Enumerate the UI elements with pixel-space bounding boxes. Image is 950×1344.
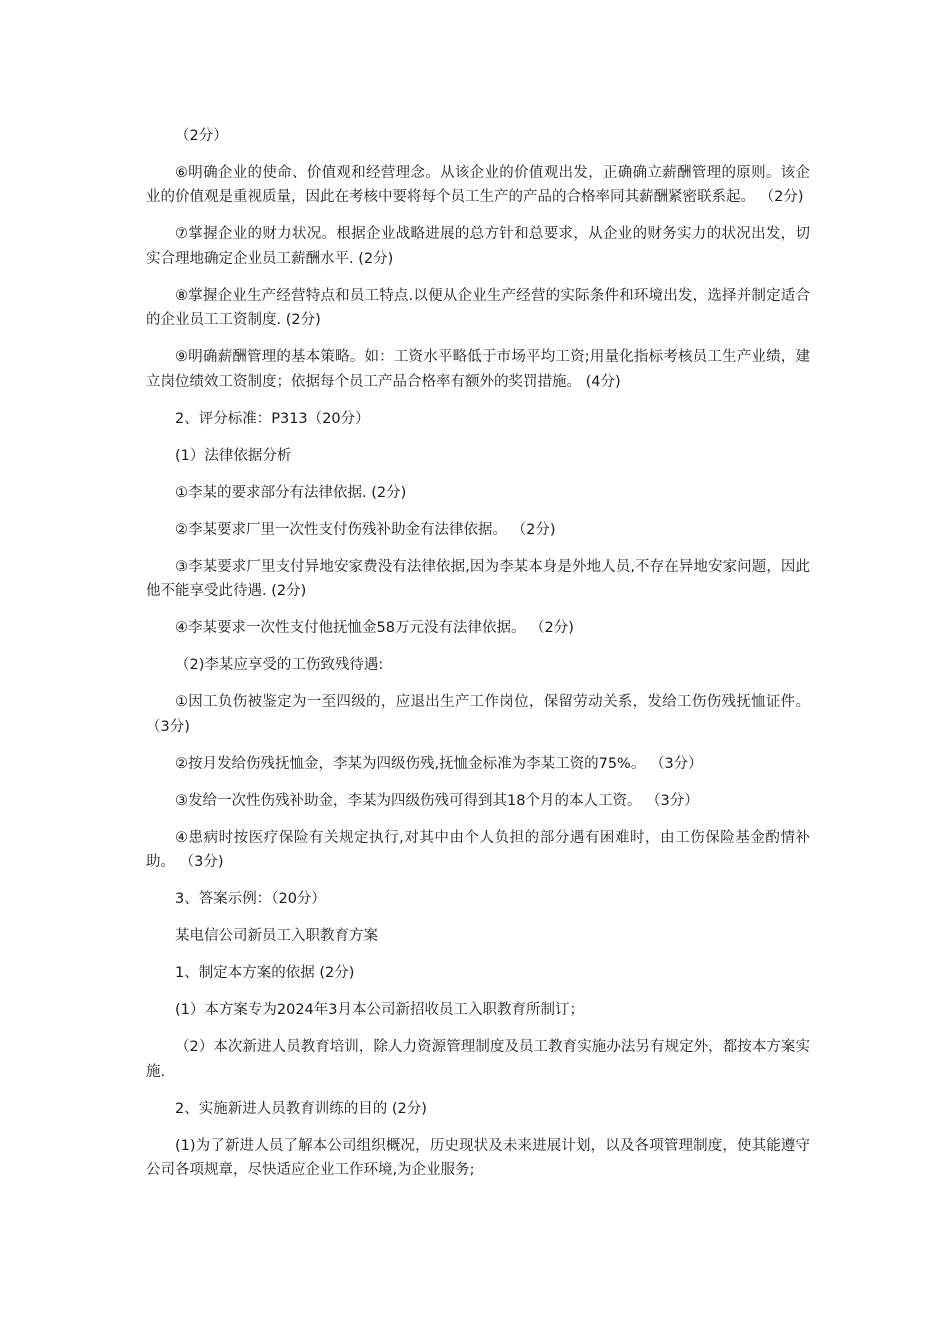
paragraph-legal-3: ③李某要求厂里支付异地安家费没有法律依据,因为李某本身是外地人员,不存在异地安家问题，因此他不能享受此待遇. (2分) — [146, 558, 810, 599]
plan-item-1-2: （2）本次新进人员教育培训，除人力资源管理制度及员工教育实施办法另有规定外，都按本方案实施. — [146, 1039, 810, 1080]
plan-section-1: 1、制定本方案的依据 (2分) — [175, 965, 355, 981]
paragraph-item-6: ⑥明确企业的使命、价值观和经营理念。从该企业的价值观出发，正确确立薪酬管理的原则。该企业的价值观是重视质量，因此在考核中要将每个员工生产的产品的合格率同其薪酬紧密联系起。 （2分) — [146, 164, 810, 205]
section-heading-2: 2、评分标准：P313（20分） — [175, 410, 370, 427]
plan-section-2: 2、实施新进人员教育训练的目的 (2分) — [175, 1100, 427, 1117]
paragraph-benefit-4: ④患病时按医疗保险有关规定执行,对其中由个人负担的部分遇有困难时，由工伤保险基金酌情补助。 （3分) — [146, 829, 810, 870]
paragraph-benefit-3: ③发给一次性伤残补助金，李某为四级伤残可得到其18个月的本人工资。 （3分） — [175, 792, 699, 809]
document-body — [146, 124, 810, 1195]
plan-title: 某电信公司新员工入职教育方案 — [175, 928, 378, 944]
paragraph-legal-1: ①李某的要求部分有法律依据. (2分) — [175, 484, 407, 501]
paragraph-legal-2: ②李某要求厂里一次性支付伤残补助金有法律依据。 （2分) — [175, 521, 556, 538]
section-heading-3: 3、答案示例：（20分） — [175, 891, 326, 907]
paragraph-benefit-2: ②按月发给伤残抚恤金，李某为四级伤残,抚恤金标准为李某工资的75%。 （3分） — [175, 755, 703, 772]
paragraph-score-note: （2分） — [175, 128, 228, 144]
plan-item-2-1: (1)为了新进人员了解本公司组织概况，历史现状及未来进展计划，以及各项管理制度，使其能遵守公司各项规章，尽快适应企业工作环境,为企业服务; — [146, 1137, 810, 1178]
paragraph-item-8: ⑧掌握企业生产经营特点和员工特点.以便从企业生产经营的实际条件和环境出发，选择并制定适合的企业员工工资制度. (2分) — [146, 287, 810, 328]
paragraph-legal-4: ④李某要求一次性支付他抚恤金58万元没有法律依据。 （2分) — [175, 620, 574, 636]
subheading-legal-basis: (1）法律依据分析 — [175, 447, 292, 464]
subheading-benefits: （2)李某应享受的工伤致残待遇: — [175, 657, 384, 673]
plan-item-1-1: (1）本方案专为2024年3月本公司新招收员工入职教育所制订； — [175, 1002, 585, 1018]
paragraph-item-9: ⑨明确薪酬管理的基本策略。如：工资水平略低于市场平均工资;用量化指标考核员工生产业绩，建立岗位绩效工资制度；依据每个员工产品合格率有额外的奖罚措施。 (4分) — [146, 349, 810, 390]
paragraph-benefit-1: ①因工负伤被鉴定为一至四级的，应退出生产工作岗位，保留劳动关系，发给工伤伤残抚恤证件。 （3分) — [146, 694, 810, 735]
paragraph-item-7: ⑦掌握企业的财力状况。根据企业战略进展的总方针和总要求，从企业的财务实力的状况出发，切实合理地确定企业员工薪酬水平. (2分) — [146, 226, 810, 267]
